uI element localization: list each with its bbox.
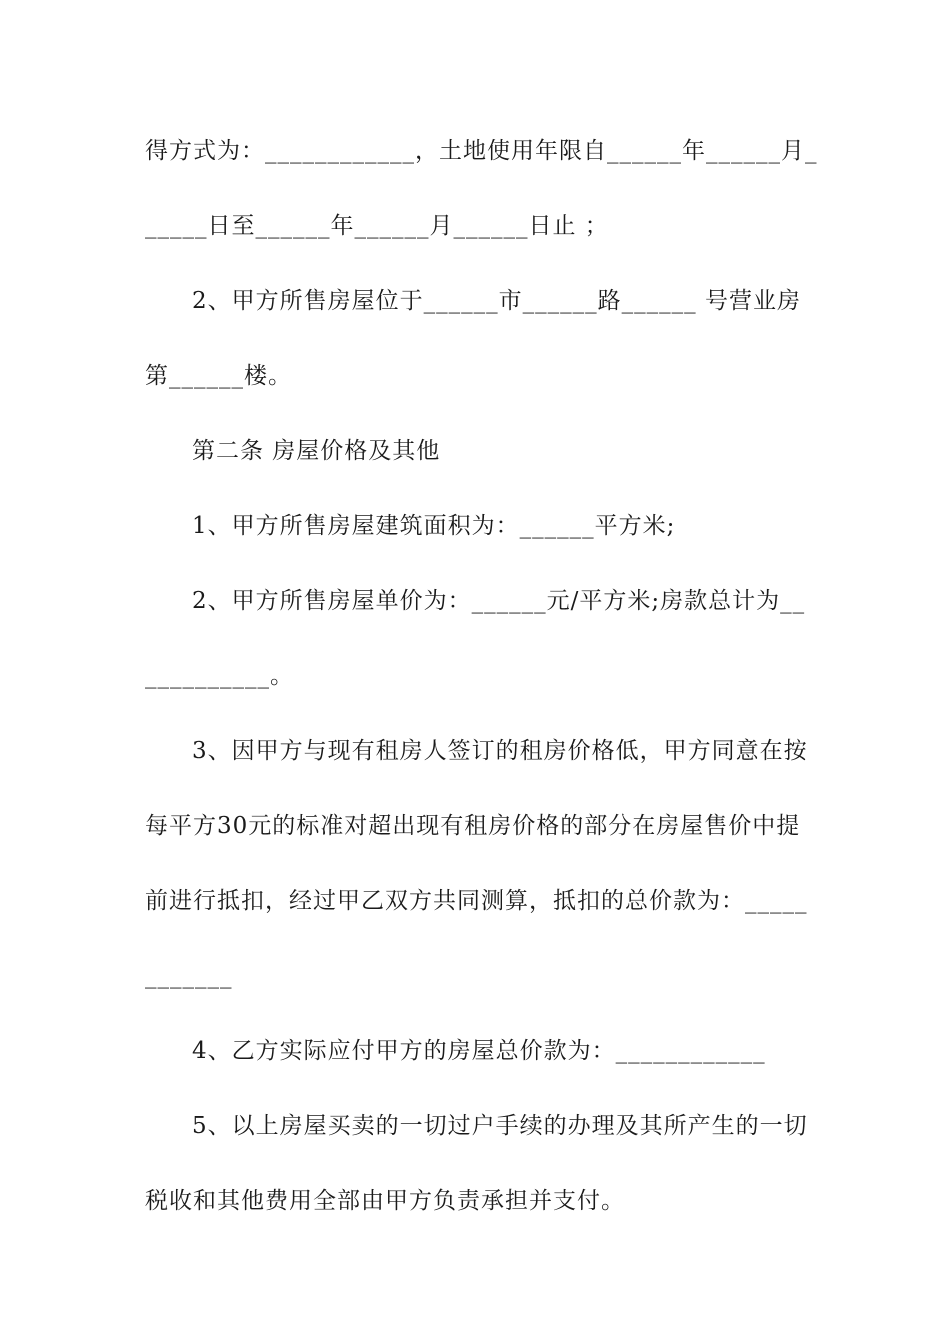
text-line: 税收和其他费用全部由甲方负责承担并支付。 [145, 1188, 625, 1214]
text-line: 每平方30元的标准对超出现有租房价格的部分在房屋售价中提 [145, 813, 801, 839]
text-line: 5、以上房屋买卖的一切过户手续的办理及其所产生的一切 [192, 1113, 808, 1139]
text-line: 3、因甲方与现有租房人签订的租房价格低，甲方同意在按 [192, 738, 808, 764]
text-line: 前进行抵扣，经过甲乙双方共同测算，抵扣的总价款为：_____ [145, 888, 808, 914]
text-line: 4、乙方实际应付甲方的房屋总价款为：____________ [192, 1038, 766, 1064]
section-heading: 第二条 房屋价格及其他 [192, 438, 441, 464]
text-line: _____日至______年______月______日止 ； [145, 213, 609, 239]
text-line: __________。 [145, 663, 294, 689]
text-line: 得方式为：____________，土地使用年限自______年______月_ [145, 138, 818, 164]
text-line: 第______楼。 [145, 363, 292, 389]
text-line: 1、甲方所售房屋建筑面积为：______平方米; [192, 513, 676, 539]
text-line: 2、甲方所售房屋位于______市______路______ 号营业房 [192, 288, 801, 314]
text-line: 2、甲方所售房屋单价为：______元/平方米;房款总计为__ [192, 588, 806, 614]
text-line: _______ [145, 963, 233, 989]
